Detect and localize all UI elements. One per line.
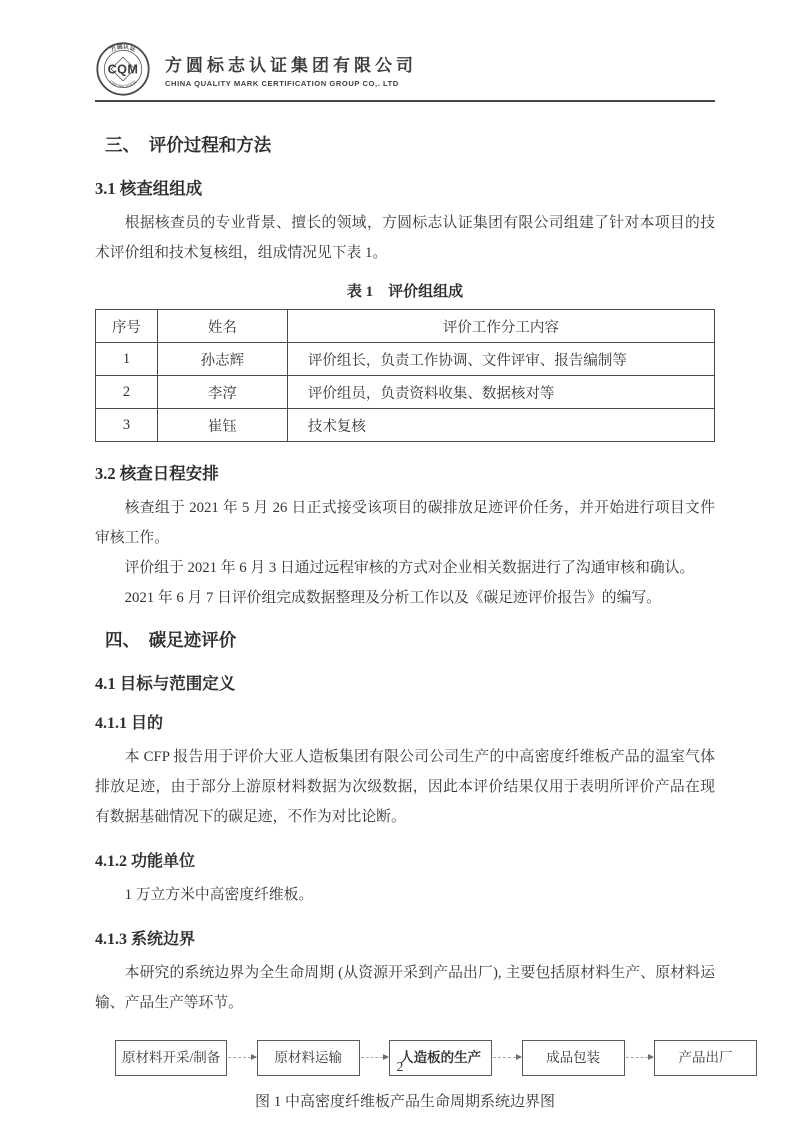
flow-step: 人造板的生产 bbox=[389, 1040, 492, 1076]
table-1-caption: 表 1 评价组组成 bbox=[346, 284, 464, 300]
logo-arc-bottom-text: CERTIFICATION bbox=[108, 79, 138, 89]
table-row bbox=[96, 343, 715, 376]
section-4-1-1-paragraph: 本 CFP 报告用于评价大亚人造板集团有限公司公司生产的中高密度纤维板产品的温室气体排放足迹，由于部分上游原材料数据为次级数据，因此本评价结果仅用于表明所评价产品在现有数据基础情况下的碳足迹，不作为对比论断。 bbox=[95, 749, 715, 825]
table-cell: 3 bbox=[96, 409, 158, 442]
table-cell: 评价组长，负责工作协调、文件评审、报告编制等 bbox=[287, 343, 714, 376]
section-3-2-paragraph-1: 核查组于 2021 年 5 月 26 日正式接受该项目的碳排放足迹评价任务，并开始进行项目文件审核工作。 bbox=[95, 500, 715, 546]
column-header: 评价工作分工内容 bbox=[287, 310, 714, 343]
team-table-header-row bbox=[96, 310, 715, 343]
page-number: 2 bbox=[396, 1059, 404, 1074]
table-cell: 技术复核 bbox=[287, 409, 714, 442]
table-cell: 评价组员，负责资料收集、数据核对等 bbox=[287, 376, 714, 409]
figure-1-caption: 图 1 中高密度纤维板产品生命周期系统边界图 bbox=[254, 1093, 555, 1110]
logo-acronym-text: CQM bbox=[107, 62, 139, 77]
table-cell: 2 bbox=[96, 376, 158, 409]
flow-step: 成品包装 bbox=[522, 1040, 625, 1076]
section-3-2-paragraph-3: 2021 年 6 月 7 日评价组完成数据整理及分析工作以及《碳足迹评价报告》的编写。 bbox=[124, 590, 661, 606]
table-row bbox=[96, 376, 715, 409]
evaluation-team-table bbox=[95, 309, 715, 442]
section-4-1-2-heading: 4.1.2 功能单位 bbox=[95, 853, 196, 870]
section-4-1-1-heading: 4.1.1 目的 bbox=[95, 715, 164, 732]
team-table-body bbox=[96, 343, 715, 442]
section-3-1-paragraph: 根据核查员的专业背景、擅长的领域，方圆标志认证集团有限公司组建了针对本项目的技术评价组和技术复核组，组成情况见下表 1。 bbox=[95, 215, 715, 261]
section-4-1-heading: 4.1 目标与范围定义 bbox=[95, 674, 236, 693]
column-header: 姓名 bbox=[157, 310, 287, 343]
section-4-1-3-heading: 4.1.3 系统边界 bbox=[95, 931, 196, 948]
section-3-2-paragraph-2: 评价组于 2021 年 6 月 3 日通过远程审核的方式对企业相关数据进行了沟通审核和确认。 bbox=[124, 560, 695, 576]
table-cell: 李淳 bbox=[157, 376, 287, 409]
logo-arc-top-text: 方圆认证 bbox=[109, 44, 137, 54]
section-4-1-3-paragraph: 本研究的系统边界为全生命周期 (从资源开采到产品出厂), 主要包括原材料生产、原材料运输、产品生产等环节。 bbox=[95, 965, 715, 1011]
section-4-1-2-paragraph: 1 万立方米中高密度纤维板。 bbox=[124, 887, 314, 903]
column-header: 序号 bbox=[96, 310, 158, 343]
cqm-logo-icon bbox=[95, 41, 151, 97]
section-3-2-heading: 3.2 核查日程安排 bbox=[95, 464, 219, 483]
flow-step: 产品出厂 bbox=[654, 1040, 757, 1076]
logo-text-block bbox=[165, 51, 417, 88]
section-3-1-heading: 3.1 核查组组成 bbox=[95, 179, 203, 198]
letterhead bbox=[95, 40, 715, 98]
flow-step: 原材料运输 bbox=[257, 1040, 360, 1076]
table-row bbox=[96, 409, 715, 442]
section-4-heading: 四、 碳足迹评价 bbox=[105, 630, 237, 650]
table-cell: 孙志辉 bbox=[157, 343, 287, 376]
section-3-heading: 三、 评价过程和方法 bbox=[105, 135, 272, 155]
company-name-cn: 方圆标志认证集团有限公司 bbox=[165, 55, 417, 75]
table-cell: 1 bbox=[96, 343, 158, 376]
flow-step: 原材料开采/制备 bbox=[115, 1040, 227, 1076]
table-cell: 崔钰 bbox=[157, 409, 287, 442]
company-name-en: CHINA QUALITY MARK CERTIFICATION GROUP CO,. LTD bbox=[165, 78, 399, 88]
header-rule bbox=[95, 100, 715, 102]
